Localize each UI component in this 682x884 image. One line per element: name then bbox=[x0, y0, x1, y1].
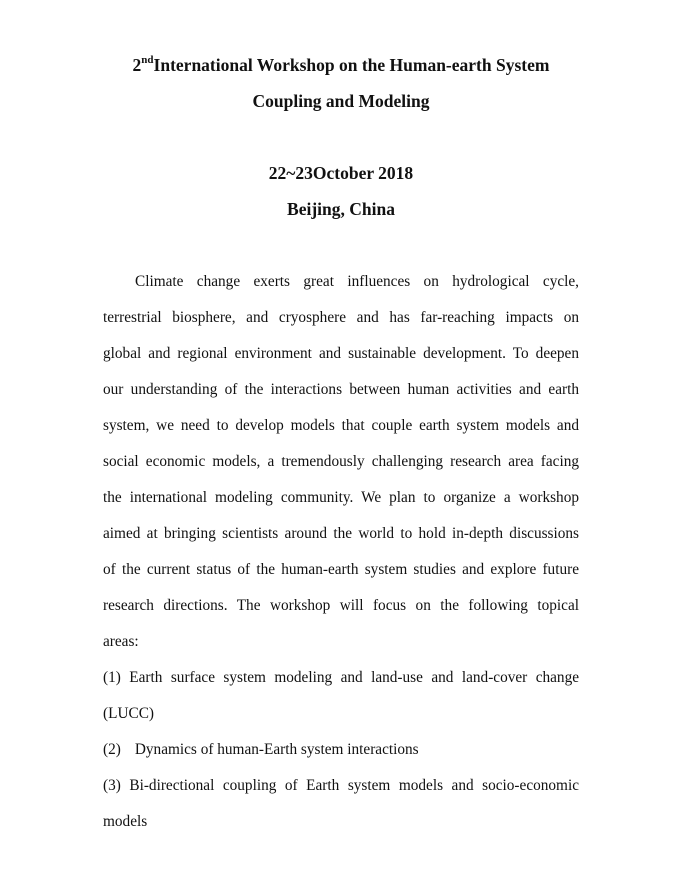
topic-number: (1) bbox=[103, 669, 121, 686]
topic-item-2 bbox=[103, 732, 579, 768]
topic-text: Dynamics of human-Earth system interactions bbox=[134, 741, 419, 758]
workshop-location: Beijing, China bbox=[287, 199, 395, 219]
topic-item-3 bbox=[103, 768, 579, 804]
topic-item-1-continuation: (LUCC) bbox=[103, 705, 154, 722]
body-content bbox=[103, 264, 579, 840]
title-text: International Workshop on the Human-earth System bbox=[153, 55, 550, 75]
intro-paragraph-line: of the current status of the human-earth system studies and explore future bbox=[103, 561, 579, 578]
workshop-date: 22~23October 2018 bbox=[268, 163, 414, 183]
topic-number: (3) bbox=[103, 777, 121, 794]
workshop-title-line-1 bbox=[0, 55, 682, 75]
title-ordinal-superscript: nd bbox=[141, 54, 154, 67]
intro-paragraph-line: system, we need to develop models that couple earth system models and bbox=[103, 417, 579, 434]
intro-paragraph-line: Climate change exerts great influences on hydrological cycle, bbox=[135, 273, 579, 290]
workshop-title-line-2: Coupling and Modeling bbox=[252, 91, 430, 111]
topic-number: (2) bbox=[103, 741, 121, 758]
intro-paragraph-line: the international modeling community. We plan to organize a workshop bbox=[103, 489, 579, 506]
title-ordinal-number: 2 bbox=[132, 55, 142, 75]
intro-paragraph-line: global and regional environment and sustainable development. To deepen bbox=[103, 345, 579, 362]
intro-paragraph-line: our understanding of the interactions between human activities and earth bbox=[103, 381, 579, 398]
topic-item-3-continuation: models bbox=[103, 813, 148, 830]
topic-text: Earth surface system modeling and land-use and land-cover change bbox=[129, 669, 580, 686]
intro-paragraph-line: research directions. The workshop will focus on the following topical bbox=[103, 597, 579, 614]
intro-paragraph-line: social economic models, a tremendously challenging research area facing bbox=[103, 453, 579, 470]
intro-paragraph-line: areas: bbox=[103, 633, 139, 650]
intro-paragraph-line: aimed at bringing scientists around the world to hold in-depth discussions bbox=[103, 525, 579, 542]
topic-item-1 bbox=[103, 660, 579, 696]
topic-text: Bi-directional coupling of Earth system models and socio-economic bbox=[129, 777, 579, 794]
intro-paragraph-line: terrestrial biosphere, and cryosphere and has far-reaching impacts on bbox=[103, 309, 579, 326]
